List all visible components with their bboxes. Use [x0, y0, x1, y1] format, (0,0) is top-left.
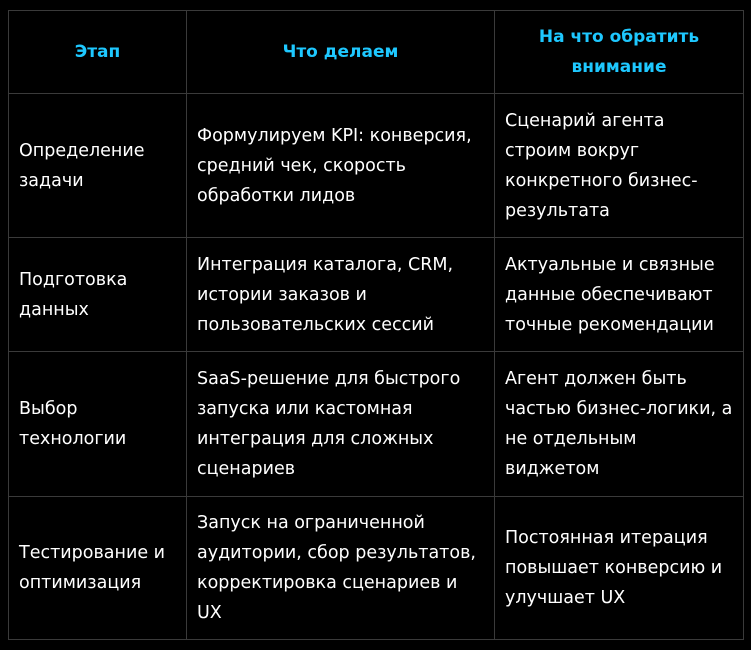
header-attention: На что обратить внимание	[495, 11, 744, 94]
cell-what: Формулируем KPI: конверсия, средний чек, скорость обработки лидов	[187, 94, 495, 238]
cell-attention: Актуальные и связные данные обеспечивают точные рекомендации	[495, 238, 744, 352]
cell-stage: Выбор технологии	[9, 352, 187, 497]
cell-what: SaaS-решение для быстрого запуска или кастомная интеграция для сложных сценариев	[187, 352, 495, 497]
table-row	[9, 352, 744, 497]
table-row	[9, 238, 744, 352]
table-header-row	[9, 11, 744, 94]
cell-stage: Определение задачи	[9, 94, 187, 238]
cell-what: Интеграция каталога, CRM, истории заказов и пользовательских сессий	[187, 238, 495, 352]
table-row	[9, 497, 744, 640]
header-stage: Этап	[9, 11, 187, 94]
header-what-we-do: Что делаем	[187, 11, 495, 94]
cell-stage: Подготовка данных	[9, 238, 187, 352]
cell-attention: Сценарий агента строим вокруг конкретного бизнес-результата	[495, 94, 744, 238]
cell-what: Запуск на ограниченной аудитории, сбор результатов, корректировка сценариев и UX	[187, 497, 495, 640]
cell-attention: Постоянная итерация повышает конверсию и улучшает UX	[495, 497, 744, 640]
implementation-table	[8, 10, 744, 640]
table-row	[9, 94, 744, 238]
cell-stage: Тестирование и оптимизация	[9, 497, 187, 640]
cell-attention: Агент должен быть частью бизнес-логики, а не отдельным виджетом	[495, 352, 744, 497]
